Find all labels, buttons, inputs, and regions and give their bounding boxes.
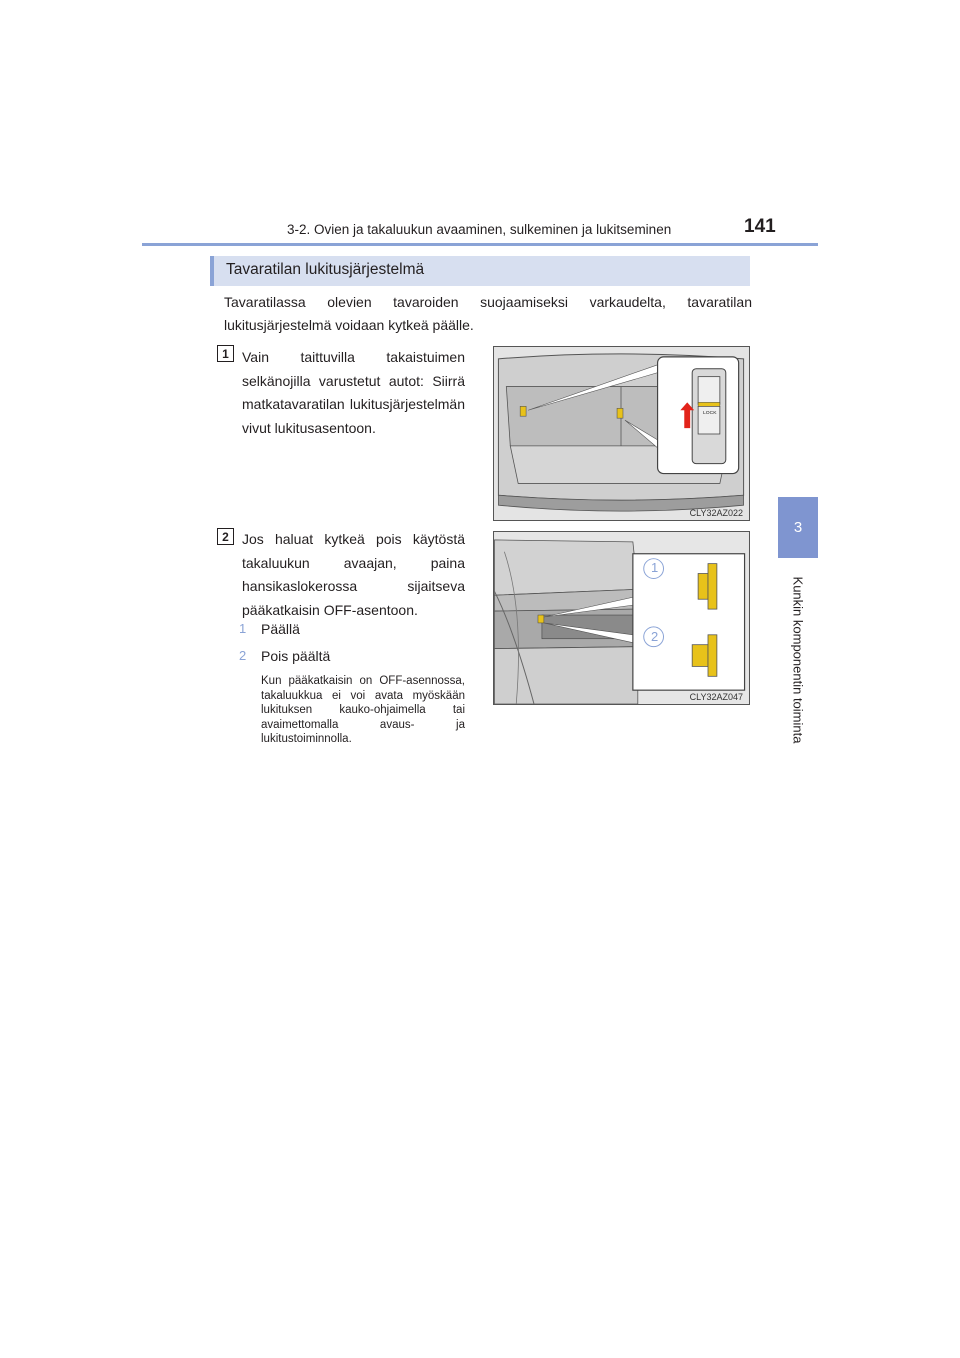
header-divider (142, 243, 818, 246)
step-2-badge (217, 528, 234, 545)
step-1-text: Vain taittuvilla takaistuimen selkänojilla varustetut autot: Siirrä matkatavaratilan lukitusjärjestelmän vivut lukitusasentoon. (242, 349, 465, 436)
legend-label-on: Päällä (261, 621, 300, 637)
inset-callout-2: 2 (651, 629, 659, 644)
lock-label: LOCK (703, 411, 717, 417)
glovebox-illustration (494, 532, 749, 704)
page-number: 141 (744, 216, 776, 237)
glovebox-switch-figure (493, 531, 750, 705)
section-title: Tavaratilan lukitusjärjestelmä (226, 261, 425, 278)
legend-label-off: Pois päältä (261, 648, 331, 664)
section-header (210, 256, 750, 286)
chapter-number: 3 (793, 519, 803, 536)
figure-code: CLY32AZ047 (689, 692, 743, 702)
step-2-note: Kun pääkatkaisin on OFF-asennossa, takaluukkua ei voi avata myöskään lukituksen kauko-ohjaimella tai avaimettomalla avaus- ja lukitustoiminnolla. (261, 675, 465, 745)
trunk-lock-figure (493, 346, 750, 521)
step-2-number: 2 (222, 529, 229, 544)
step-2-text: Jos haluat kytkeä pois käytöstä takaluukun avaajan, paina hansikaslokerossa sijaitseva pääkatkaisin OFF-asentoon. (242, 531, 465, 618)
inset-callout-1: 1 (651, 560, 659, 575)
step-1-number: 1 (222, 346, 229, 361)
trunk-illustration (494, 347, 749, 520)
intro-paragraph: Tavaratilassa olevien tavaroiden suojaamiseksi varkaudelta, tavaratilan lukitusjärjestelmä voidaan kytkeä päälle. (224, 294, 752, 333)
legend-callout-1: 1 (239, 621, 247, 636)
legend-callout-2: 2 (239, 648, 247, 663)
step-1-badge (217, 345, 234, 362)
figure-code: CLY32AZ022 (689, 508, 743, 518)
running-header: 3-2. Ovien ja takaluukun avaaminen, sulkeminen ja lukitseminen (287, 222, 672, 237)
chapter-side-label: Kunkin komponentin toiminta (790, 576, 806, 744)
chapter-tab (778, 497, 818, 558)
